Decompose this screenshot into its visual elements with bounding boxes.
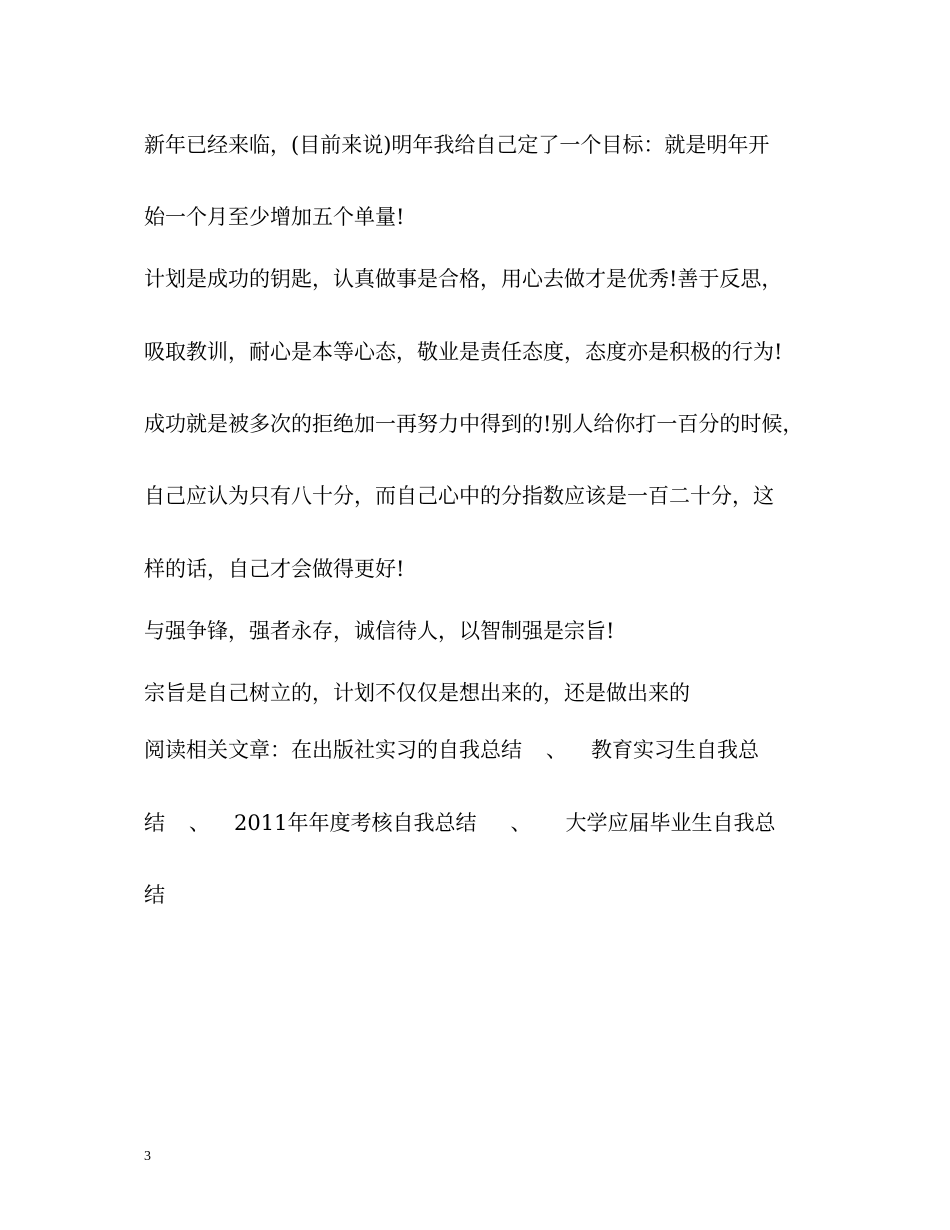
- paragraph-1-line-2: 始一个月至少增加五个单量!: [144, 205, 405, 229]
- related-link-2011-annual-review[interactable]: 2011年年度考核自我总结: [234, 811, 477, 835]
- related-link-graduate-summary-part2[interactable]: 结: [144, 883, 165, 907]
- related-separator: 、: [189, 811, 210, 835]
- related-link-publishing-internship[interactable]: 在出版社实习的自我总结: [291, 738, 522, 762]
- paragraph-2-line-1: 计划是成功的钥匙，认真做事是合格，用心去做才是优秀!善于反思，: [144, 267, 783, 291]
- related-articles-line-1: [144, 736, 759, 764]
- related-articles-line-2: [144, 809, 775, 837]
- paragraph-4-line-1: 与强争锋，强者永存，诚信待人，以智制强是宗旨!: [144, 619, 615, 643]
- paragraph-2-line-2: 吸取教训，耐心是本等心态，敬业是责任态度，态度亦是积极的行为!: [144, 340, 783, 364]
- paragraph-3-line-2: 自己应认为只有八十分，而自己心中的分指数应该是一百二十分，这: [144, 484, 774, 508]
- paragraph-5-line-1: 宗旨是自己树立的，计划不仅仅是想出来的，还是做出来的: [144, 681, 690, 705]
- paragraph-1-line-1: 新年已经来临，(目前来说)明年我给自己定了一个目标：就是明年开: [144, 133, 770, 157]
- related-separator: 、: [510, 811, 532, 835]
- page-number: 3: [144, 1149, 151, 1164]
- related-link-teaching-intern-part2[interactable]: 结: [144, 811, 165, 835]
- related-prefix: 阅读相关文章：: [144, 738, 291, 762]
- related-separator: 、: [546, 738, 567, 762]
- related-link-graduate-summary-part1[interactable]: 大学应届毕业生自我总: [565, 811, 776, 835]
- related-link-teaching-intern-part1[interactable]: 教育实习生自我总: [591, 738, 759, 762]
- paragraph-3-line-1: 成功就是被多次的拒绝加一再努力中得到的!别人给你打一百分的时候，: [144, 412, 804, 436]
- paragraph-3-line-3: 样的话，自己才会做得更好!: [144, 557, 405, 581]
- related-articles-line-3: [144, 881, 165, 909]
